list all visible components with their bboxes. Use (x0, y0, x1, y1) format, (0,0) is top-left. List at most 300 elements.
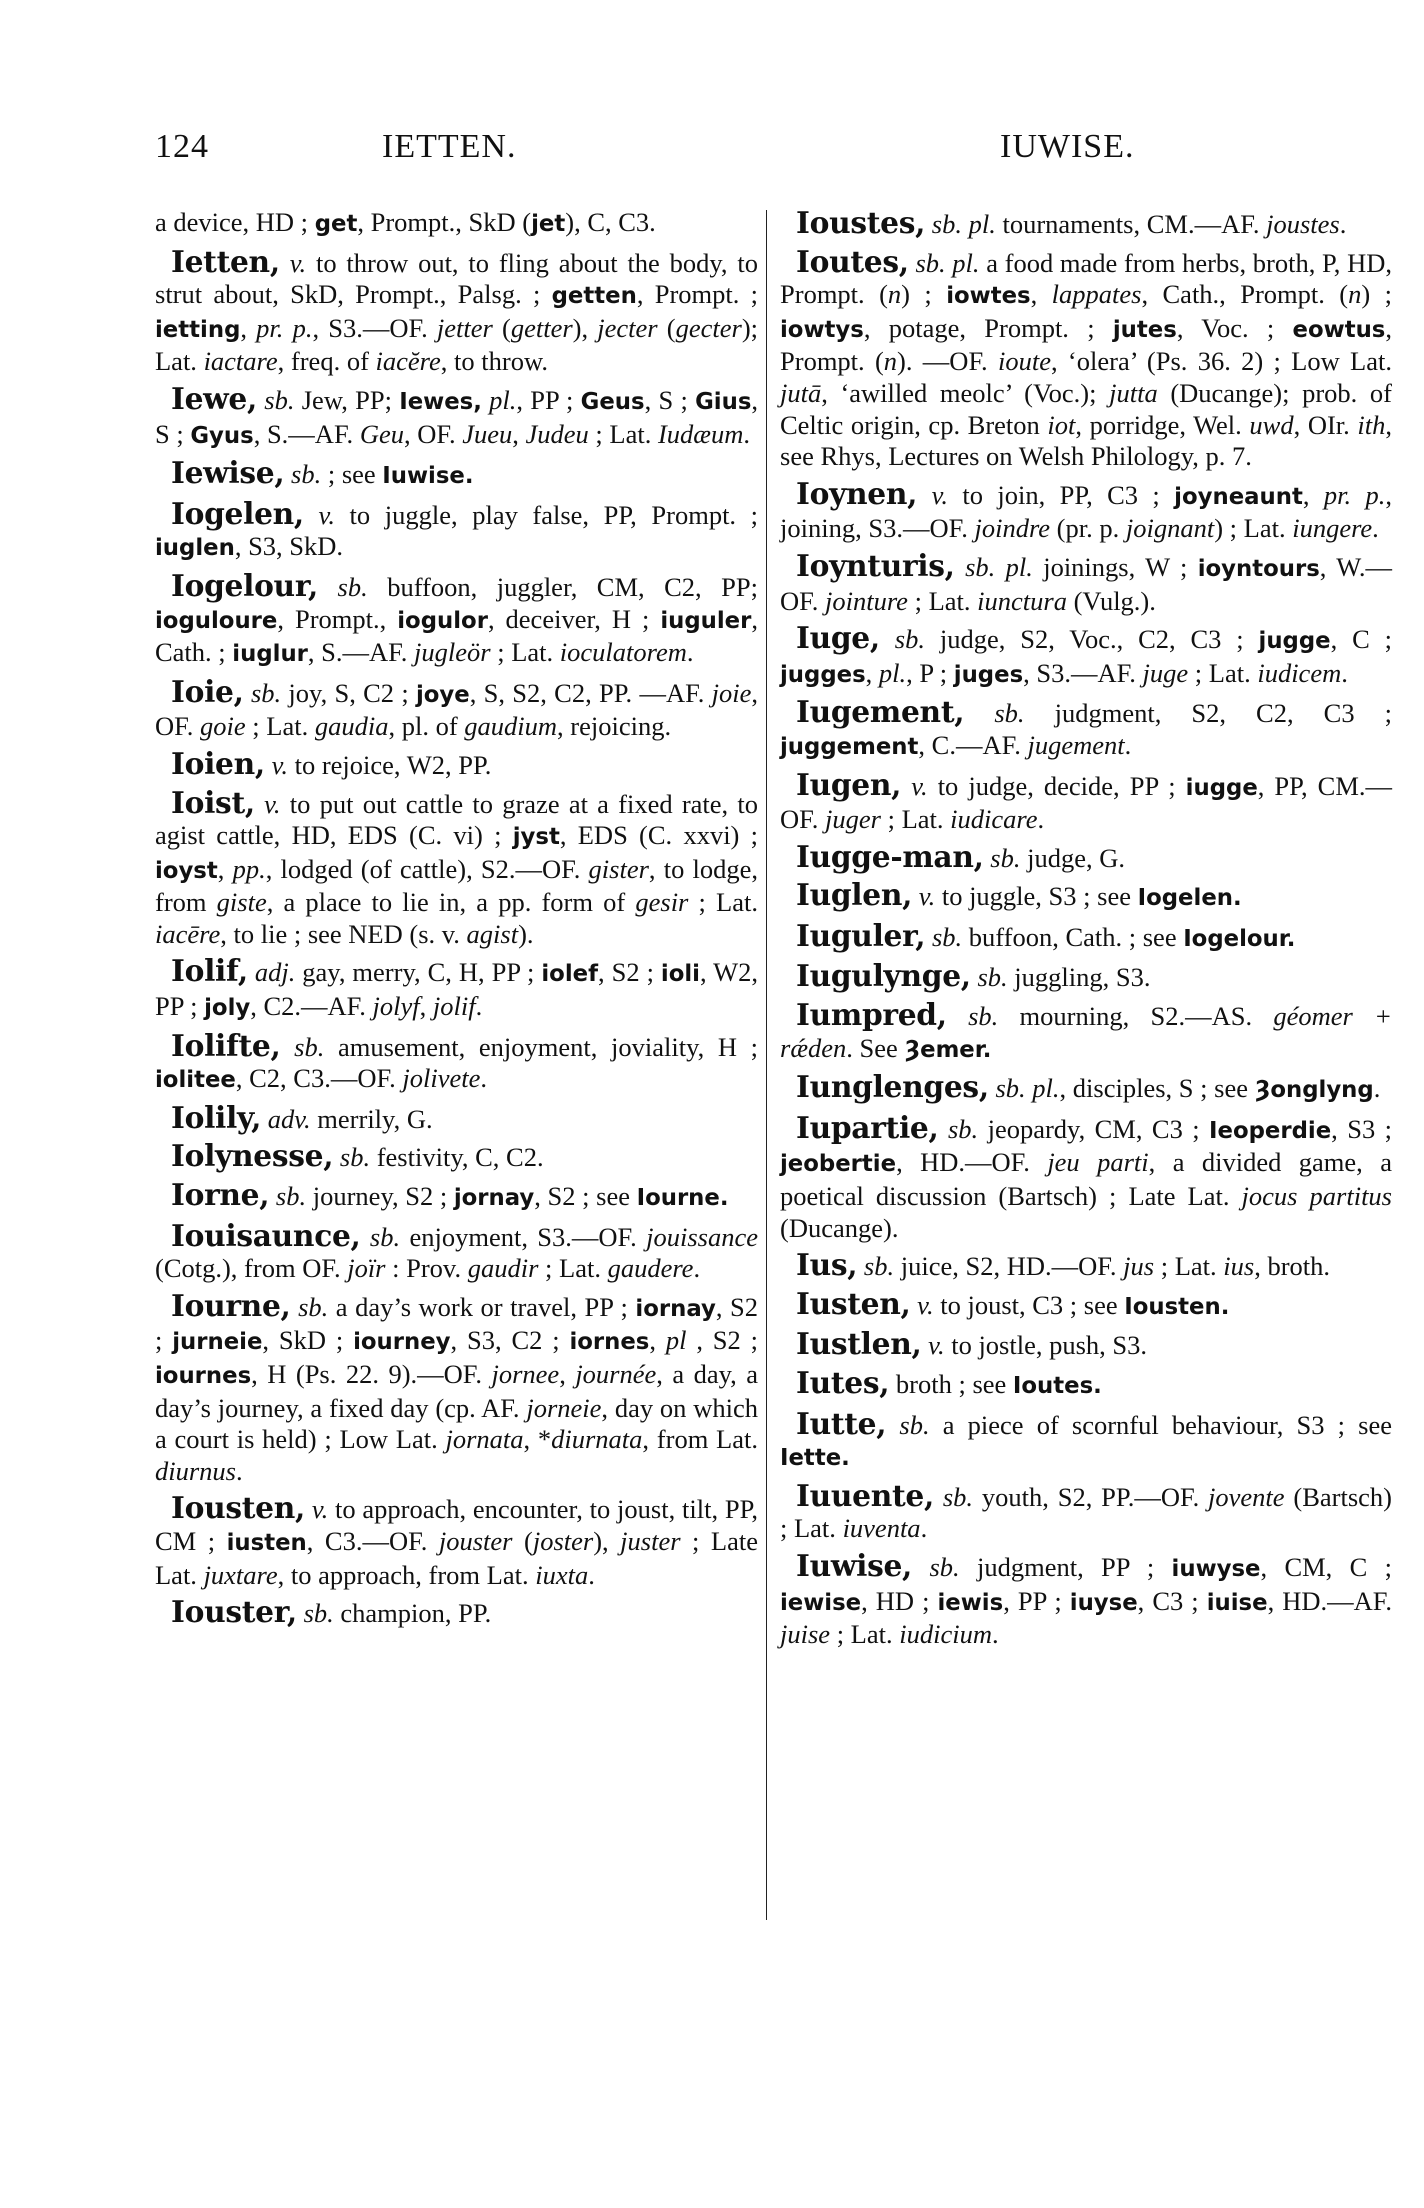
headword: Iusten, (796, 1285, 911, 1321)
italic-text: jornee (491, 1359, 560, 1389)
entry-text (912, 881, 919, 911)
entry-text: . (1124, 729, 1132, 760)
italic-text: jecter (597, 312, 658, 343)
entry-text: : Prov. (385, 1253, 468, 1284)
dictionary-entry (780, 960, 1392, 994)
dictionary-entry (155, 1099, 758, 1136)
headword: Iouisaunce, (171, 1217, 361, 1253)
dictionary-entry (155, 1287, 759, 1488)
entry-text: . (920, 1513, 928, 1544)
headword: Iuglen, (796, 877, 913, 913)
dictionary-entry (155, 207, 758, 241)
variant-form: iowtes (946, 283, 1031, 310)
entry-text: (Cotg.), from OF. (155, 1253, 348, 1284)
italic-text: sb. (294, 1031, 325, 1062)
entry-text: judgment, PP ; (959, 1551, 1172, 1582)
dictionary-entry (155, 495, 759, 565)
variant-form: Ioutes. (1012, 1373, 1102, 1399)
dictionary-entry (155, 745, 758, 782)
italic-text: n (887, 279, 902, 310)
entry-text: , C ; (1330, 624, 1393, 655)
entry-text: ) ; (1361, 279, 1392, 310)
entry-text (917, 480, 931, 510)
italic-text: jugement (1027, 729, 1125, 760)
entry-text: a food made from herbs, broth, P, HD, Prompt. ( (780, 247, 1392, 310)
entry-text: ; Lat. (538, 1253, 608, 1284)
italic-text: sb. (990, 842, 1021, 873)
entry-text: . (1373, 1073, 1381, 1104)
italic-text: sb. (250, 677, 282, 708)
italic-text: jetter (436, 312, 493, 343)
headword: Ioie, (171, 673, 244, 709)
italic-text: sb. (369, 1221, 401, 1252)
italic-text: sb. (863, 1251, 895, 1282)
variant-form: iuglur (232, 641, 308, 668)
entry-text: , see Rhys, Lectures on Welsh Philology, p. 7. (780, 409, 1392, 472)
italic-text: Geu (359, 418, 404, 449)
entry-text: , OF. (155, 677, 758, 742)
italic-text: n (1348, 279, 1362, 310)
entry-text: to joust, C3 ; see (933, 1289, 1125, 1320)
italic-text: sb. pl. (931, 209, 996, 239)
entry-text: . (1037, 804, 1045, 835)
variant-form: jet (531, 211, 566, 237)
variant-form: iuglen (155, 535, 235, 562)
italic-text: gaudere (607, 1253, 694, 1284)
italic-text: adv. (267, 1103, 311, 1134)
entry-text: (Bartsch) ; Lat. (780, 1481, 1392, 1544)
entry-text: , from Lat. (642, 1424, 758, 1455)
italic-text: jolivete (402, 1063, 481, 1094)
entry-text (304, 500, 319, 530)
italic-text: iacĕre (375, 346, 441, 377)
entry-text: , C3 ; (1137, 1585, 1207, 1616)
entry-text: (Vulg.). (1066, 585, 1156, 616)
entry-text: , a divided game, a poetical discussion (Bartsch) ; Late Lat. (780, 1147, 1392, 1212)
entry-text: , to throw. (440, 346, 548, 377)
italic-text: lappates (1051, 279, 1142, 310)
entry-text: ; Late Lat. (155, 1525, 759, 1590)
dictionary-entry (780, 879, 1392, 915)
entry-text: , rejoicing. (557, 711, 672, 742)
variant-form: ioguloure (155, 607, 278, 634)
entry-text: . (1341, 657, 1348, 688)
italic-text: joustes (1266, 209, 1340, 239)
dictionary-entry (780, 1285, 1392, 1324)
italic-text: jointure (825, 585, 908, 616)
dictionary-entry (155, 567, 758, 671)
variant-form: Iogelour. (1183, 925, 1296, 952)
entry-text: amusement, enjoyment, joviality, H ; (324, 1031, 759, 1062)
entry-text: , HD.—AF. (1267, 1585, 1393, 1616)
italic-text: pp. (232, 853, 266, 884)
dictionary-entry (155, 380, 759, 452)
entry-text: broth ; see (889, 1369, 1013, 1399)
italic-text: v. (311, 1494, 329, 1525)
entry-text (947, 1001, 968, 1031)
entry-text (248, 957, 255, 987)
variant-form: iornes (569, 1329, 650, 1356)
left-column (155, 207, 758, 1635)
entry-text: (Ducange); prob. of Celtic origin, cp. Breton (780, 377, 1392, 440)
entry-text: a device, HD ; (155, 207, 315, 237)
entry-text: , S ; (644, 384, 696, 415)
variant-form: get (314, 211, 358, 237)
headword: Iorne, (171, 1177, 270, 1213)
entry-text: , ‘olera’ (Ps. 36. 2) ; Low Lat. (1051, 346, 1392, 377)
entry-text: , Voc. ; (1176, 312, 1293, 343)
entry-text: , ‘awilled meolc’ (Voc.); (821, 377, 1110, 408)
entry-text: ; Lat. (588, 418, 658, 449)
headword: Ioustes, (796, 205, 926, 240)
italic-text: v. (289, 247, 307, 278)
entry-text (925, 922, 932, 952)
variant-form: jutes (1112, 316, 1177, 343)
variant-form: Geus (580, 388, 645, 415)
entry-text: joy, S, C2 ; (281, 677, 416, 708)
variant-form: iolitee (155, 1067, 236, 1094)
italic-text: pl. (489, 384, 517, 415)
italic-text: sb. (968, 1001, 999, 1032)
entry-text: enjoyment, S3.—OF. (400, 1221, 647, 1252)
entry-text: . (236, 1455, 243, 1486)
entry-text (880, 624, 895, 654)
italic-text: juger (825, 804, 881, 835)
italic-text: adj. (254, 957, 296, 988)
entry-text: champion, PP. (333, 1598, 492, 1629)
italic-text: iunctura (977, 585, 1067, 616)
entry-text: . (480, 1063, 487, 1094)
italic-text: diurnata (551, 1424, 643, 1455)
variant-form: iuyse (1069, 1589, 1138, 1616)
headword: Iugulynge, (796, 958, 971, 994)
entry-text: ); Lat. (155, 312, 759, 377)
italic-text: sb. (298, 1291, 329, 1322)
headword: Ioynturis, (796, 547, 955, 583)
entry-text: , S ; (155, 384, 759, 449)
italic-text: gaudir (467, 1253, 539, 1284)
entry-text: ; Lat. (880, 804, 951, 835)
italic-text: giste (216, 887, 267, 918)
entry-text (269, 1181, 276, 1211)
italic-text: géomer + rǽden (780, 1001, 1393, 1063)
entry-text: mourning, S2.—AS. (998, 1001, 1274, 1032)
entry-text: ; Lat. (1188, 657, 1258, 688)
italic-text: iactare (203, 346, 278, 377)
variant-form: juges (953, 661, 1024, 688)
entry-text: . (475, 991, 483, 1022)
entry-text: ), (593, 1525, 621, 1556)
variant-form: jyst (512, 824, 560, 851)
headword: Iutte, (796, 1405, 887, 1441)
entry-text: ) ; Lat. (1214, 513, 1293, 544)
italic-text: sb. pl. (995, 1073, 1060, 1104)
italic-text: agist (466, 918, 519, 949)
headword: Ietten, (171, 243, 280, 279)
variant-form: Ȝemer. (904, 1036, 992, 1063)
entry-text (244, 678, 251, 708)
italic-text: juster (620, 1525, 681, 1556)
entry-text (901, 771, 911, 801)
entry-text: . (1339, 209, 1347, 239)
italic-text: jugleör (414, 637, 491, 668)
headword: Iustlen, (796, 1326, 922, 1362)
variant-form: getten (551, 283, 637, 310)
entry-text: ( (492, 312, 511, 343)
dictionary-entry (780, 1071, 1392, 1107)
entry-text: ; Lat. (907, 585, 978, 616)
dictionary-entry (780, 475, 1393, 545)
variant-form: ioli (660, 961, 700, 988)
headword: Iuge, (796, 620, 880, 656)
entry-text: , W2, PP ; (155, 957, 758, 1022)
entry-text: a piece of scornful behaviour, S3 ; see (929, 1409, 1392, 1440)
italic-text: sb. (894, 624, 925, 655)
dictionary-entry (780, 1367, 1392, 1403)
entry-text (925, 209, 932, 239)
headword: Iuuente, (796, 1477, 934, 1513)
variant-form: joly (204, 995, 251, 1022)
dictionary-entry (155, 457, 758, 493)
italic-text: juise (780, 1619, 831, 1650)
entry-text: , (649, 1325, 666, 1356)
entry-text (291, 1292, 299, 1322)
dictionary-entry (780, 1249, 1392, 1283)
entry-text: ; Lat. (688, 887, 758, 918)
entry-text: . (992, 1619, 999, 1650)
variant-form: Iewes, (399, 388, 482, 415)
entry-text (280, 248, 290, 278)
entry-text: judge, S2, Voc., C2, C3 ; (925, 624, 1259, 655)
entry-text (857, 1251, 864, 1281)
italic-text: juge (1142, 657, 1189, 688)
entry-text: , S2 ; (155, 1291, 758, 1356)
variant-form: iourney (353, 1329, 451, 1356)
entry-text (939, 1114, 948, 1144)
right-column (780, 207, 1392, 1656)
entry-text: . (1372, 513, 1379, 544)
headword: Iewe, (171, 380, 258, 416)
entry-text: , to lodge, from (155, 853, 759, 918)
italic-text: joïr (347, 1253, 386, 1284)
entry-text: , SkD ; (262, 1325, 354, 1356)
headword: Iolily, (171, 1099, 262, 1135)
entry-text: to put out cattle to graze at a fixed rate, to agist cattle, HD, EDS (C. vi) ; (155, 788, 759, 851)
italic-text: sb. pl. (965, 551, 1033, 582)
entry-text: , C3.—OF. (306, 1525, 439, 1556)
italic-text: sb. (339, 1142, 371, 1173)
entry-text: (pr. p. (1050, 513, 1126, 544)
entry-text: . See (846, 1032, 905, 1063)
headword: Iugement, (796, 694, 965, 730)
entry-text: , HD ; (861, 1585, 938, 1616)
headword: Iousten, (171, 1490, 306, 1526)
variant-form: iewise (780, 1589, 862, 1616)
variant-form: juggement (780, 733, 919, 760)
italic-text: jus (1123, 1251, 1155, 1282)
italic-text: iuxta (535, 1559, 589, 1590)
entry-text: juice, S2, HD.—OF. (894, 1251, 1124, 1282)
italic-text: juxtare (203, 1559, 278, 1590)
entry-text: , (512, 418, 526, 449)
dictionary-entry (155, 1179, 758, 1215)
italic-text: diurnus (155, 1455, 236, 1486)
italic-text: sb. (275, 1181, 307, 1212)
variant-form: jugge (1258, 628, 1331, 655)
entry-text: , deceiver, H ; (487, 603, 661, 634)
entry-text: , S, S2, C2, PP. —AF. (469, 677, 712, 708)
variant-form: iugge (1185, 774, 1258, 801)
variant-form: Iuwise. (382, 463, 474, 490)
entry-text: , Prompt. ; (636, 279, 758, 310)
entry-text: , W.—OF. (780, 551, 1392, 616)
headword: Iumpred, (796, 997, 947, 1033)
italic-text: v. (911, 770, 928, 801)
entry-text: to judge, decide, PP ; (927, 770, 1186, 801)
italic-text: sb. (929, 1551, 960, 1582)
italic-text: joignant (1125, 513, 1215, 544)
italic-text: gecter (675, 312, 742, 343)
entry-text: , (419, 991, 433, 1022)
entry-text: , Prompt., SkD ( (357, 207, 532, 237)
left-running-head: IETTEN. (382, 128, 517, 165)
entry-text: ( (512, 1525, 533, 1556)
entry-text: , S.—AF. (307, 637, 415, 668)
right-running-head: IUWISE. (1000, 128, 1135, 165)
dictionary-entry (780, 547, 1392, 617)
italic-text: ius (1223, 1251, 1255, 1282)
entry-text: . (743, 418, 750, 449)
italic-text: getter (510, 312, 573, 343)
italic-text: sb. (264, 384, 295, 415)
italic-text: jeu parti (1047, 1147, 1149, 1178)
entry-text: joinings, W ; (1032, 551, 1198, 582)
entry-text: ; Lat. (490, 637, 560, 668)
entry-text: , pl. of (388, 711, 465, 742)
entry-text: , Prompt. ( (780, 312, 1392, 377)
entry-text: , freq. of (277, 346, 376, 377)
dictionary-entry (155, 955, 758, 1024)
entry-text: Jew, PP; (294, 384, 400, 415)
entry-text: to join, PP, C3 ; (947, 479, 1175, 510)
entry-text: ), (572, 312, 598, 343)
entry-text (333, 1142, 340, 1172)
italic-text: Judeu (525, 418, 589, 449)
entry-text: , to lie ; see NED (s. v. (220, 918, 467, 949)
entry-text: to juggle, play false, PP, Prompt. ; (334, 499, 759, 530)
variant-form: iournes (155, 1363, 252, 1389)
headword: Iogelour, (171, 567, 319, 603)
italic-text: sb. (931, 921, 963, 952)
entry-text (297, 1598, 304, 1628)
entry-text: , S3, SkD. (234, 531, 344, 562)
entry-text: , a place to lie in, a pp. form of (266, 887, 636, 918)
entry-text: ). (518, 918, 534, 949)
entry-text: , (559, 1359, 576, 1389)
entry-text (964, 698, 994, 728)
italic-text: v. (918, 881, 936, 912)
italic-text: Jueu (462, 418, 513, 449)
dictionary-entry (155, 673, 758, 743)
variant-form: iewis (937, 1589, 1004, 1616)
entry-text: , OF. (403, 418, 463, 449)
italic-text: v. (264, 788, 281, 819)
italic-text: jolif (432, 991, 476, 1022)
entry-text: , Cath., Prompt. ( (1141, 279, 1349, 310)
italic-text: iudicium (899, 1619, 992, 1650)
entry-text: , S2 ; (598, 957, 661, 988)
italic-text: pr. p. (256, 312, 313, 343)
entry-text: judge, G. (1020, 842, 1126, 873)
entry-text: . (588, 1559, 595, 1590)
entry-text: , C2.—AF. (250, 991, 373, 1022)
entry-text: , a day, a day’s journey, a fixed day (cp. AF. (155, 1359, 759, 1423)
italic-text: uwd (1249, 409, 1294, 440)
entry-text: , PP ; (516, 384, 581, 415)
entry-text: jeopardy, CM, C3 ; (978, 1113, 1210, 1144)
entry-text: . (686, 637, 694, 668)
italic-text: sb. (947, 1113, 979, 1144)
headword: Iugge-man, (796, 838, 984, 874)
headword: Iutes, (796, 1365, 890, 1400)
entry-text (361, 1222, 370, 1252)
variant-form: jeobertie (780, 1151, 897, 1178)
entry-text (934, 1482, 943, 1512)
dictionary-entry (780, 766, 1393, 836)
entry-text: to rejoice, W2, PP. (287, 749, 492, 780)
headword: Ioynen, (796, 475, 918, 511)
variant-form: ietting (155, 316, 241, 343)
variant-form: joye (415, 681, 470, 708)
entry-text: ). —OF. (897, 346, 998, 377)
entry-text: , Cath. ; (155, 603, 758, 668)
italic-text: pl (665, 1325, 687, 1356)
entry-text: , S3.—OF. (312, 312, 437, 343)
variant-form: jugges (780, 661, 866, 688)
italic-text: gesir (635, 887, 689, 918)
entry-text: to juggle, S3 ; see (935, 881, 1138, 912)
headword: Iourne, (171, 1287, 291, 1323)
entry-text: , H (Ps. 22. 9).—OF. (251, 1359, 492, 1389)
entry-text: , S3, C2 ; (450, 1325, 570, 1356)
entry-text: , * (523, 1424, 552, 1455)
entry-text (265, 750, 272, 780)
italic-text: jouissance (646, 1221, 758, 1252)
entry-text (318, 572, 337, 602)
italic-text: v. (931, 479, 948, 510)
entry-text: , to approach, from Lat. (277, 1559, 536, 1590)
entry-text (305, 1494, 312, 1524)
variant-form: ioyst (155, 857, 218, 884)
entry-text: (Ducange). (780, 1212, 899, 1243)
variant-form: iusten (226, 1529, 307, 1556)
entry-text: , C.—AF. (918, 729, 1028, 760)
entry-text: , porridge, Wel. (1075, 409, 1250, 440)
variant-form: iuguler (660, 607, 752, 634)
entry-text: festivity, C, C2. (370, 1142, 544, 1173)
italic-text: jornata (445, 1424, 524, 1455)
italic-text: gister (588, 853, 649, 884)
variant-form: iuise (1206, 1589, 1268, 1616)
column-divider (766, 210, 767, 1920)
entry-text: youth, S2, PP.—OF. (973, 1481, 1209, 1512)
variant-form: joyneaunt (1174, 483, 1303, 510)
entry-text (281, 1032, 295, 1062)
italic-text: jorneie (526, 1392, 602, 1423)
variant-form: iogulor (397, 607, 488, 634)
entry-text: , HD.—OF. (896, 1147, 1048, 1178)
italic-text: v. (928, 1330, 945, 1361)
